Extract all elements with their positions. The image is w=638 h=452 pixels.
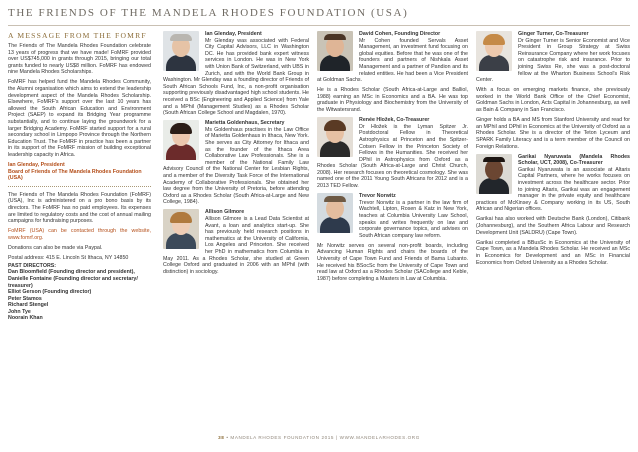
portrait-photo [163, 120, 199, 160]
bio-text: With a focus on emerging markets finance, she previously worked in the World Bank Office of the Chief Economist, Goldman Sachs in London, Acts Capital in Johannesburg, as well as Bain & Company in San Francisco. [476, 87, 630, 114]
column-bios-1 [163, 31, 309, 279]
bio-name: Trevor Norwitz [359, 193, 396, 200]
signer-name: Ian Glenday, President [8, 162, 65, 169]
bio-gilmore [163, 209, 309, 278]
past-director: Elliot Gerson (Founding director) [8, 289, 92, 296]
bio-name: Marietta Goldenhaus, Secretary [205, 120, 285, 127]
bio-text: Garikai Nyaruwata is an associate at Altaris Capital Partners, where he works focuses on investment across the healthcare sector. Prior to joining Altaris, Garikai was an engagement manager in the private equity and healthcare practices of McKinsey & Company working in its US, South African and Nigerian offices. [476, 166, 630, 213]
website-link[interactable]: WWW.MANDELARHODES.ORG [339, 435, 420, 440]
message-paragraph: FoMRF has helped fund the Mandela Rhodes Community, the Alumni organisation which aims to extend the leadership development aspect of the Mandela Rhodes Scholarship. Elsewhere, FoMRF's support over the last 10 years has allowed the South African Education and Environment Project (SAEP) to expand its Bridging Year programme substantially, and to continue laying the groundwork for a larger Bridging Academy. FoMRF started support for a rural secondary school in Limpopo Province through the Northern Education Trust. The FoMRF in practice has been a partner in its support of the FoMRF mission of building exceptional leadership capacity in Africa. [8, 79, 151, 158]
bio-norwitz [317, 193, 468, 286]
bio-name: Renée Hložek, Co-Treasurer [359, 117, 430, 124]
bio-text: He is a Rhodes Scholar (South Africa-at-Large and Balliol, 1988) earning an MSc in Economics and a BA. He was top graduate in Physiology and Biochemistry from the University of the Witwatersrand. [317, 87, 468, 114]
bio-text: Dr Hložek is the Lyman Spitzer Jr. Postdoctoral Fellow in Theoretical Astrophysics at Princeton and the Spitzer-Cotsen Fellow in the Princeton Society of Fellows in the Humanities. She received her DPhil in Astrophysics from Oxford as a Rhodes Scholar (South Africa-at-Large and Christ Church, 2008). Her research focuses on theoretical cosmology. She was named one of the 2011 Young South Africans for 2012 and is a 2013 TED Fellow. [317, 123, 468, 190]
signer-org: Board of Friends of The Mandela Rhodes Foundation (USA) [8, 168, 142, 182]
bio-goldenhaus [163, 120, 309, 209]
bio-cohen [317, 31, 468, 117]
portrait-photo [317, 31, 353, 71]
about-paypal: Donations can also be made via Paypal. [8, 245, 103, 252]
past-director: Peter Stamos [8, 295, 42, 302]
past-director: Dan Bloomfield (Founding director and president), [8, 269, 135, 276]
page-footer: 38 • MANDELA RHODES FOUNDATION 2015 | WWW.MANDELARHODES.ORG [218, 435, 420, 440]
bio-glenday [163, 31, 309, 120]
bio-text: Trevor Norwitz is a partner in the law firm of Wachtell, Lipton, Rosen & Katz in New York, teaches at Columbia University Law School, speaks and writes frequently on law and corporate governance topics, and advises on South African company law reform. [359, 199, 468, 239]
bio-text: Dr Ginger Turner is Senior Economist and Vice President in Group Strategy at Swiss Reinsurance Company where her work focuses on catastrophe risk and insurance. Prior to joining Swiss Re, she was a post-doctoral fellow at the Wharton Business School's Risk Center. [476, 37, 630, 84]
bio-name: Ginger Turner, Co-Treasurer [518, 31, 589, 37]
past-directors [8, 263, 151, 322]
section-divider [8, 186, 151, 187]
past-director: John Tye [8, 308, 31, 315]
page-number: 38 [218, 435, 225, 440]
past-directors-label: PAST DIRECTORS: [8, 262, 57, 269]
bio-name: Allison Gilmore [205, 209, 245, 216]
page-title: THE FRIENDS OF THE MANDELA RHODES FOUNDATION (USA) [8, 7, 409, 19]
bio-text: Garikai has also worked with Deutsche Bank (London), Citibank (Johannesburg), and the Southern Africa Labour and Research Development Unit (SALDRU) (Cape Town). [476, 216, 630, 236]
portrait-photo [476, 31, 512, 71]
column-message [8, 31, 151, 322]
bio-name: Garikai Nyaruwata (Mandela Rhodes Scholar, UCT, 2008), Co-Treasurer [518, 153, 630, 167]
past-director: Noorain Khan [8, 315, 43, 322]
past-director: Richard Stengel [8, 302, 49, 309]
bio-name: David Cohen, Founding Director [359, 31, 441, 37]
column-bios-2 [317, 31, 468, 286]
publication-name: MANDELA RHODES FOUNDATION 2015 [230, 435, 335, 440]
bio-hlozek [317, 117, 468, 193]
bio-name: Ian Glenday, President [205, 31, 262, 37]
bio-text: Garikai completed a BBusSc in Economics at the University of Cape Town, as a Mandela Rhodes Scholar. He received an MSc in Economics for Development and an MSc in Financial Economics from Oxford University as a Rhodes Scholar. [476, 239, 630, 266]
bio-nyaruwata [476, 154, 630, 270]
portrait-photo [163, 31, 199, 71]
bio-text: Ginger holds a BA and MS from Stanford University and read for an MPhil and DPhil in Economics at the University of Oxford as a Rhodes Scholar. She is a director of the Teton Lyceum and SPARK Family Literacy and is a term member of the Council on Foreign Relations. [476, 117, 630, 150]
past-director: Danielle Fontaine (Founding director and secretary/ treasurer) [8, 275, 138, 289]
bio-text: Mr Cohen founded Servals Asset Management, an investment fund focusing on global equities. Before that he was one of the founders and partners of Nishkala Asset Management and a partner of Pandion and its related entities. He had been a Vice President at Goldman Sachs. [317, 37, 468, 84]
about-paragraph: The Friends of The Mandela Rhodes Foundation (FoMRF) (USA), Inc is administered on a pro bono basis by its directors. The FoMRF has no paid employees. Its expenses are limited to regulatory costs and the cost of annual mailing campaigns for fundraising purposes. [8, 191, 151, 225]
title-divider [8, 25, 630, 26]
portrait-photo [476, 154, 512, 194]
portrait-photo [317, 193, 353, 233]
bio-turner [476, 31, 630, 154]
message-paragraph: The Friends of The Mandela Rhodes Foundation celebrate 13 years of progress that we have made! FoMRF provided over US$745,000 in grants through 2015, bringing our total grants funded to nearly US$8 million. FoMRF has endowed nine Mandela Rhodes Scholarships. [8, 43, 151, 76]
about-contact: FoMRF (USA) can be contacted through the website, www.fomrf.org. [8, 228, 151, 241]
about-address: Postal address: 415 E. Lincoln St Ithaca, NY 14850 [8, 255, 129, 262]
column-bios-3 [476, 31, 630, 270]
portrait-photo [163, 209, 199, 249]
message-heading: A MESSAGE FROM THE FOMRF [8, 31, 147, 40]
bio-text: Ms Goldenhaus practises in the Law Office of Marietta Goldenhaus in Ithaca, New York. She serves as City Attorney for Ithaca and as the founder of the Ithaca Area Collaborative Law Professionals. She is a member of the National Family Law Advisory Council of the National Center for Lesbian Rights, and a member of the Diversity Task Force of the International Academy of Collaborative Professionals. She obtained her law degree from the University of Pretoria, before attending Oxford as a Rhodes Scholar (South Africa-at-Large and New College, 1984). [163, 126, 309, 206]
portrait-photo [317, 117, 353, 157]
bio-text: Mr Norwitz serves on several non-profit boards, including Advancing Human Rights and chairs the boards of the University of Cape Town Fund and Friends of Bama Lubanto. He received his BSocSc from the University of Cape Town and read law at Oxford as a Rhodes Scholar (SACollege and Keble, 1987) before completing a Masters in Law at Columbia. [317, 242, 468, 282]
bio-text: Allison Gilmore is a Lead Data Scientist at Avant, a loan and analytics start-up. She has previously held research positions in mathematics at the University of California, Los Angeles and Princeton. She received her PhD in mathematics from Columbia in May 2011. As a Rhodes Scholar, she studied at Green College Oxford and graduated in 2006 with an MPhil (with distinction) in sociology. [163, 216, 309, 275]
bio-text: Mr Glenday was associated with Federal City Capital Advisors, LLC in Washington DC. He has provided bank expert witness services in London. He was in New York with Union Bank of Switzerland, with UBS in Zurich, and with the World Bank Group in Washington. Mr Glenday was a founding director of Friends of South African Schools Fund, Inc, a non-profit organisation supporting previously disadvantaged high school students. He received a BSc (Engineering and Applied Science) from Yale and a MPhil (Management Studies) as a Rhodes Scholar (South African College School and Magdalen, 1970). [163, 37, 309, 117]
